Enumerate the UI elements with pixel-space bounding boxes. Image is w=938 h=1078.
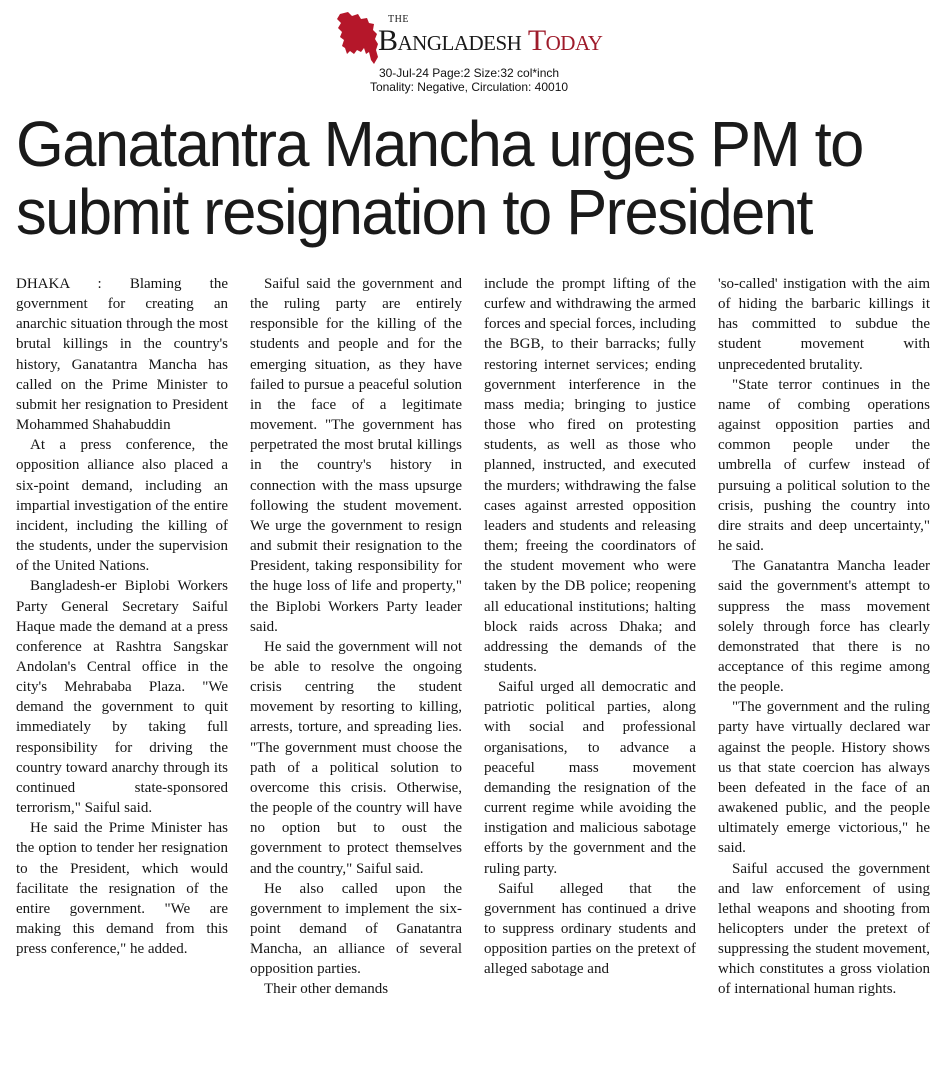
paragraph: Saiful said the government and the ruling party are entirely responsible for the killing of the students and people and for the emerging situation, as they have failed to pursue a peaceful solution in the face of a legitimate movement. "The government has perpetrated the most brutal killings in the country's history in connection with the mass upsurge following the student movement. We urge the government to resign and submit their resignation to the President, taking responsibility for the huge loss of life and property," the Biplobi Workers Party leader said. (250, 276, 462, 635)
headline-line-2: submit resignation to President (16, 176, 812, 248)
article-column-4 (718, 274, 930, 1070)
paragraph: Bangladesh-er Biplobi Workers Party General Secretary Saiful Haque made the demand at a press conference at Rashtra Sangskar Andolan's Central office in the city's Mehrababa Plaza. "We demand the government to quit immediately by taking full responsibility for driving the country toward anarchy through its continued state-sponsored terrorism," Saiful said. (16, 578, 228, 817)
paragraph: Their other demands (264, 981, 389, 998)
paragraph: Saiful accused the government and law enforcement of using lethal weapons and shooting from helicopters under the pretext of suppressing the student movement, which constitutes a gross violation of international human rights. (718, 860, 930, 998)
article-column-3 (484, 274, 696, 1070)
paragraph: He said the government will not be able to resolve the ongoing crisis centring the student movement by resorting to killing, arrests, torture, and spreading lies. "The government must choose the path of a political solution to overcome this crisis. Otherwise, the people of the country will have no option but to oust the government to protect themselves and the country," Saiful said. (250, 638, 462, 877)
brand-the: THE (388, 14, 409, 25)
paragraph: 'so-called' instigation with the aim of hiding the barbaric killings it has committed to subdue the student movement with unprecedented brutality. (718, 276, 930, 373)
masthead (0, 4, 938, 66)
paragraph: He said the Prime Minister has the option to tender her resignation to the President, which would facilitate the resignation of the entire government. "We are making this demand from this press conference," he added. (16, 820, 228, 958)
paragraph: At a press conference, the opposition alliance also placed a six-point demand, including an impartial investigation of the entire incident, including the killing of the students, under the supervision of the United Nations. (16, 437, 228, 575)
paragraph: "The government and the ruling party have virtually declared war against the people. History shows us that state coercion has always been defeated in the face of an awakened public, and the people ultimately emerge victorious," he said. (718, 699, 930, 857)
headline (16, 110, 890, 246)
clipping-meta (0, 66, 938, 94)
paragraph: DHAKA : Blaming the government for creating an anarchic situation through the most brutal killings in the country's history, Ganatantra Mancha has called on the Prime Minister to submit her resignation to President Mohammed Shahabuddin (16, 276, 228, 434)
paragraph: include the prompt lifting of the curfew and withdrawing the armed forces and special forces, including the BGB, to their barracks; fully restoring internet services; ending government interference in the mass media; bringing to justice those who fired on protesting students, as well as those who planned, instructed, and executed the murders; withdrawing the false cases against arrested opposition leaders and students and releasing them; freeing the coordinators of the student movement who were taken by the DB police; reopening all educational institutions; halting block raids across Dhaka; and addressing the demands of the students. (484, 276, 696, 675)
meta-line-tonality: Tonality: Negative, Circulation: 40010 (369, 80, 569, 94)
paragraph: The Ganatantra Mancha leader said the government's attempt to suppress the mass movement solely through force has clearly demonstrated that there is no acceptance of this regime among the people. (718, 558, 930, 696)
meta-line-date-page: 30-Jul-24 Page:2 Size:32 col*inch (378, 66, 560, 80)
article-column-2 (250, 274, 462, 1070)
paragraph: Saiful alleged that the government has continued a drive to suppress ordinary students and opposition parties on the pretext of alleged sabotage and (484, 880, 696, 978)
paragraph: He also called upon the government to implement the six-point demand of Ganatantra Mancha, an alliance of several opposition parties. (250, 880, 462, 978)
bangladesh-map-icon (334, 10, 380, 66)
headline-line-1: Ganatantra Mancha urges PM to (16, 108, 863, 180)
brand-name-accent: Today (527, 24, 603, 57)
brand-name-main: Bangladesh (378, 24, 522, 57)
brand-name (378, 24, 602, 58)
article-column-1 (16, 274, 228, 1070)
map-shape (337, 12, 378, 64)
paragraph: "State terror continues in the name of combing operations against opposition parties and common people under the umbrella of curfew instead of pursuing a political solution to the crisis, pushing the country into dire straits and deep uncertainty," he said. (718, 376, 930, 555)
paragraph: Saiful urged all democratic and patriotic political parties, along with social and professional organisations, to advance a peaceful mass movement demanding the resignation of the current regime while avoiding the instigation and malicious sabotage efforts by the government and the ruling party. (484, 679, 696, 877)
